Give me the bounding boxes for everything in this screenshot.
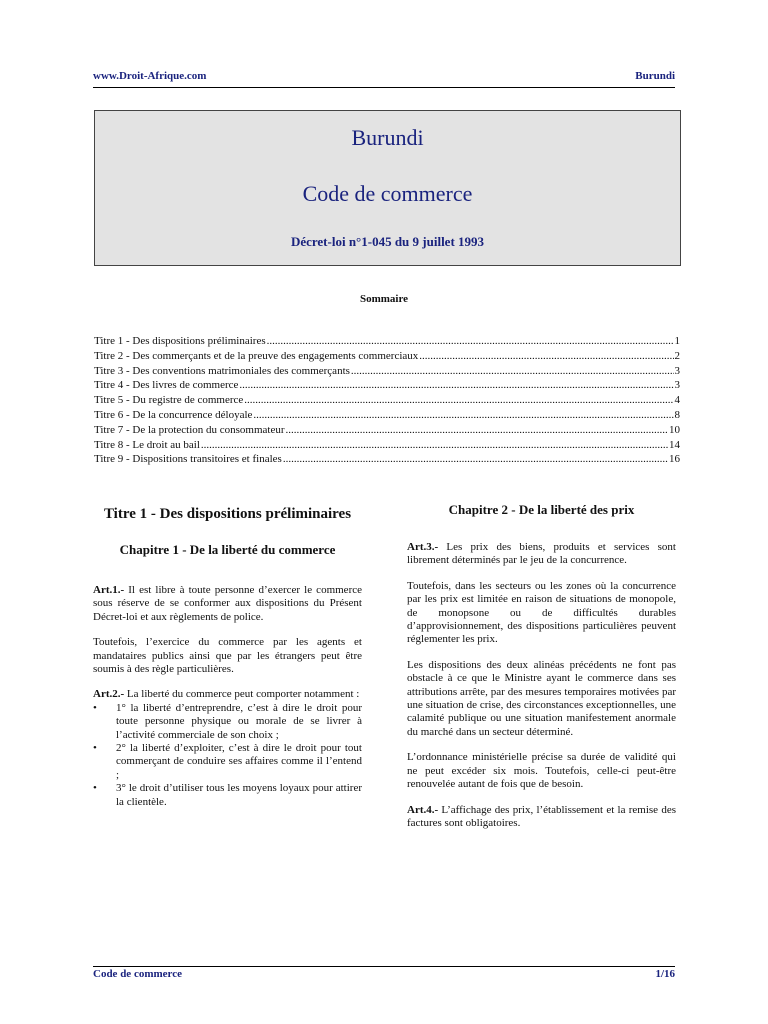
paragraph: Toutefois, dans les secteurs ou les zones où la concurrence par les prix est limitée en raison de situations de monopole, de monopsone ou de difficultés durables d’approvisionnement, des dispositions particulières peuvent réglementer les prix. xyxy=(407,579,676,646)
toc-entry-label: Titre 4 - Des livres de commerce xyxy=(94,379,239,392)
article-text: L’affichage des prix, l’établissement et la remise des factures sont obligatoires. xyxy=(407,803,676,829)
title-country: Burundi xyxy=(351,125,424,150)
right-column xyxy=(407,502,676,842)
toc-entry-page: 4 xyxy=(674,394,680,407)
paragraph: Les dispositions des deux alinéas précédents ne font pas obstacle à ce que le Ministre ayant le commerce dans ses attributions arrête, par des mesures temporaires motivées par une situation de crise, des circonstances exceptionnelles, une calamité publique ou une situation manifestement anormale du marché dans un secteur déterminé. xyxy=(407,658,676,738)
toc-entry-page: 10 xyxy=(669,423,680,436)
article-label: Art.4.- xyxy=(407,803,439,816)
article-label: Art.3.- xyxy=(407,541,439,553)
list-item: • 2° la liberté d’exploiter, c’est à dire le droit pour tout commerçant de conduire ses affaires comme il l’entend ; xyxy=(93,742,362,782)
toc-entry-page: 3 xyxy=(674,379,680,392)
toc-entry[interactable] xyxy=(94,452,680,467)
article-1 xyxy=(93,584,362,624)
toc-entry-page: 2 xyxy=(674,349,680,362)
toc-entry-label: Titre 1 - Des dispositions préliminaires xyxy=(94,335,266,347)
header-website[interactable]: www.Droit-Afrique.com xyxy=(93,70,207,82)
toc-entry-page: 16 xyxy=(669,453,680,466)
toc-entry-page: 3 xyxy=(674,364,680,377)
article-text: Les prix des biens, produits et services sont librement déterminés par le jeu de la concurrence. xyxy=(407,541,676,567)
toc-entry-label: Titre 2 - Des commerçants et de la preuve des engagements commerciaux xyxy=(94,349,419,362)
toc-entry[interactable] xyxy=(94,408,680,423)
footer-doc-title: Code de commerce xyxy=(93,968,182,980)
toc-entry-label: Titre 8 - Le droit au bail xyxy=(94,438,200,451)
chapter-heading: Chapitre 1 - De la liberté du commerce xyxy=(119,542,336,557)
article-3 xyxy=(407,541,676,568)
toc-entry[interactable] xyxy=(94,423,680,438)
toc-entry-label: Titre 6 - De la concurrence déloyale xyxy=(94,408,253,421)
paragraph: Toutefois, l’exercice du commerce par les agents et mandataires publics ainsi que par les étrangers peut être soumis à des règle particulières. xyxy=(93,636,362,676)
table-of-contents xyxy=(94,334,680,467)
title-box xyxy=(94,110,681,266)
article-text: La liberté du commerce peut comporter notamment : xyxy=(124,688,360,701)
toc-entry-page: 1 xyxy=(674,335,680,347)
toc-entry-label: Titre 3 - Des conventions matrimoniales des commerçants xyxy=(94,364,350,377)
article-label: Art.1.- xyxy=(93,584,125,596)
header-country: Burundi xyxy=(635,70,675,82)
toc-entry[interactable] xyxy=(94,393,680,408)
list-item: • 3° le droit d’utiliser tous les moyens loyaux pour attirer la clientèle. xyxy=(93,782,362,809)
bullet-list xyxy=(93,702,362,809)
chapter-heading: Chapitre 2 - De la liberté des prix xyxy=(448,502,635,517)
toc-entry[interactable] xyxy=(94,378,680,393)
section-title: Titre 1 - Des dispositions préliminaires xyxy=(103,506,352,522)
toc-entry-label: Titre 5 - Du registre de commerce xyxy=(94,394,244,407)
left-column xyxy=(93,505,362,809)
article-2 xyxy=(93,688,362,701)
list-item: • 1° la liberté d’entreprendre, c’est à dire le droit pour toute personne physique ou morale de se livrer à l’activité commerciale de son choix ; xyxy=(93,702,362,742)
page-header xyxy=(93,70,675,88)
toc-entry-label: Titre 9 - Dispositions transitoires et finales xyxy=(94,453,282,466)
article-4 xyxy=(407,804,676,831)
page-number: 1/16 xyxy=(655,968,675,980)
toc-entry[interactable] xyxy=(94,349,680,364)
toc-entry[interactable] xyxy=(94,334,680,349)
toc-entry[interactable] xyxy=(94,364,680,379)
summary-heading: Sommaire xyxy=(359,293,409,305)
toc-entry-page: 8 xyxy=(674,408,680,421)
article-text: Il est libre à toute personne d’exercer le commerce sous réserve de se conformer aux dispositions du Présent Décret-loi et aux règlements de police. xyxy=(93,584,362,623)
toc-entry[interactable] xyxy=(94,438,680,453)
page-footer xyxy=(93,966,675,981)
article-label: Art.2.- xyxy=(93,688,125,701)
document-title: Code de commerce xyxy=(302,181,473,206)
toc-entry-page: 14 xyxy=(669,438,680,451)
decree-reference: Décret-loi n°1-045 du 9 juillet 1993 xyxy=(290,234,485,249)
toc-entry-label: Titre 7 - De la protection du consommateur xyxy=(94,423,285,436)
paragraph: L’ordonnance ministérielle précise sa durée de validité qui ne peut excéder six mois. Toutefois, celle-ci peut-être renouvelée autant de fois que de besoin. xyxy=(407,751,676,791)
